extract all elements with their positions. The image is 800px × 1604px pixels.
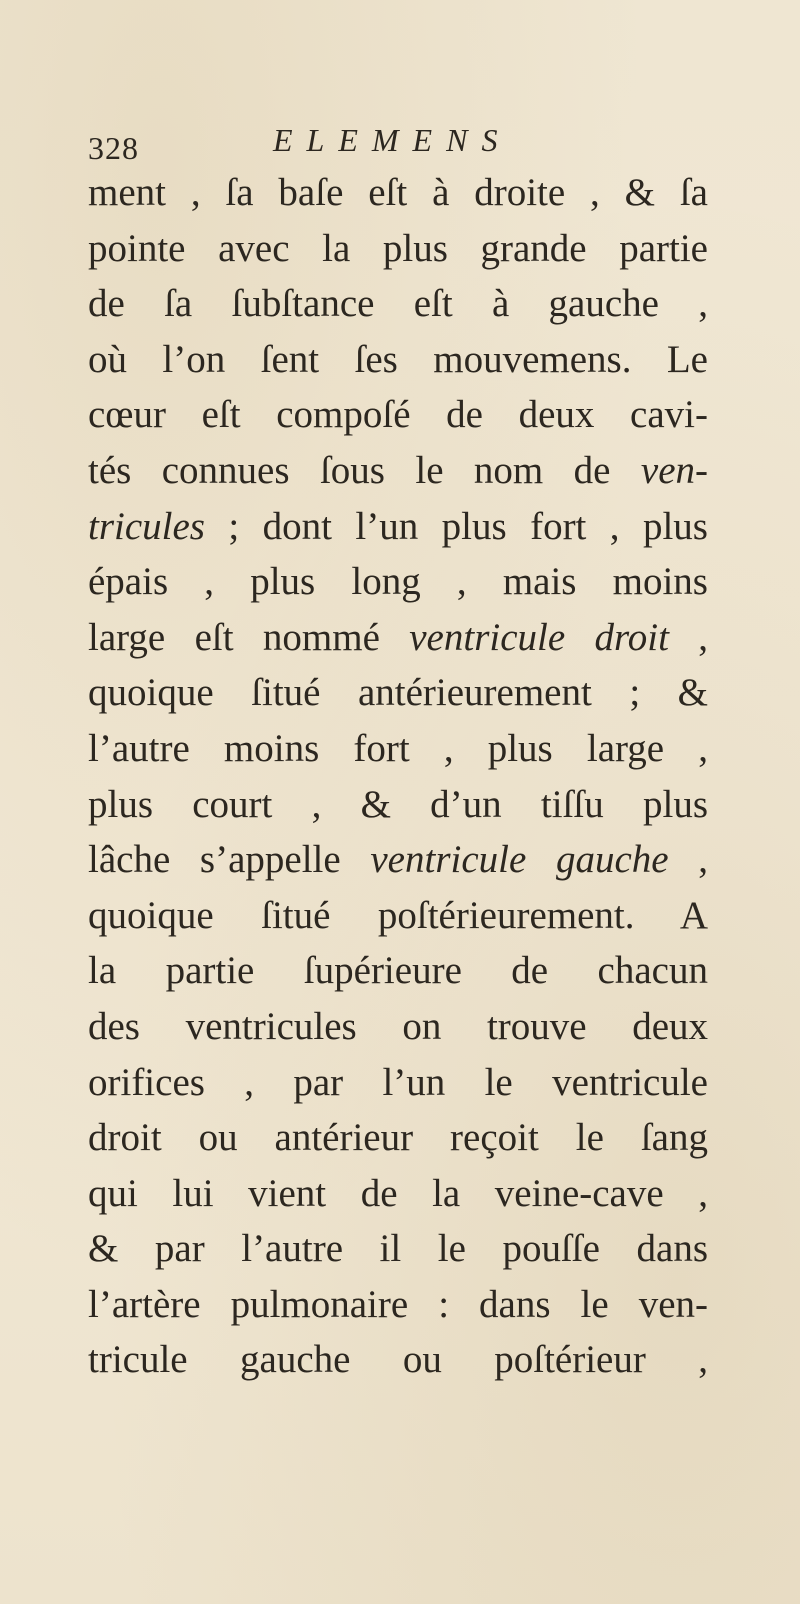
text-line xyxy=(88,610,708,666)
text-line xyxy=(88,1277,708,1333)
italic-term: ventricule droit xyxy=(409,615,669,659)
italic-term: ventricule gauche xyxy=(370,838,669,882)
text-line xyxy=(88,1332,708,1388)
text-run: la partie ſupérieure de chacun xyxy=(88,949,708,993)
text-run: ment , ſa baſe eſt à droite , & ſa xyxy=(88,171,708,214)
body-text xyxy=(88,165,708,1388)
text-line xyxy=(88,1110,708,1166)
text-line xyxy=(88,1055,708,1111)
text-run: ; dont l’un plus fort , plus xyxy=(204,504,708,548)
text-run: tés connues ſous le nom de xyxy=(88,448,641,492)
text-line xyxy=(88,276,708,332)
text-line xyxy=(88,943,708,999)
text-line xyxy=(88,387,708,443)
text-line xyxy=(88,721,708,777)
text-run: large eſt nommé xyxy=(88,615,410,659)
page-number: 328 xyxy=(88,130,139,166)
text-run: l’artère pulmonaire : dans le ven- xyxy=(88,1282,708,1326)
text-run: où l’on ſent ſes mouvemens. Le xyxy=(88,337,708,381)
running-title: ELEMENS xyxy=(273,122,512,158)
text-line xyxy=(88,499,708,555)
text-run: , xyxy=(668,615,708,659)
text-run: quoique ſitué poſtérieurement. A xyxy=(88,893,708,937)
text-run: quoique ſitué antérieurement ; & xyxy=(88,671,708,715)
text-line xyxy=(88,332,708,388)
text-run: & par l’autre il le pouſſe dans xyxy=(88,1227,708,1271)
text-line xyxy=(88,221,708,277)
text-run: droit ou antérieur reçoit le ſang xyxy=(88,1116,708,1160)
text-run: cœur eſt compoſé de deux cavi- xyxy=(88,393,708,437)
text-run: des ventricules on trouve deux xyxy=(88,1004,708,1048)
text-line xyxy=(88,999,708,1055)
text-run: pointe avec la plus grande partie xyxy=(88,226,708,270)
text-run: , xyxy=(668,838,709,882)
text-line xyxy=(88,665,708,721)
text-line xyxy=(88,832,708,888)
text-line xyxy=(88,1221,708,1277)
text-run: épais , plus long , mais moins xyxy=(88,560,708,604)
text-run: de ſa ſubſtance eſt à gauche , xyxy=(88,282,708,326)
text-run: tricule gauche ou poſtérieur , xyxy=(88,1338,708,1382)
page-header xyxy=(88,122,728,168)
text-line xyxy=(88,554,708,610)
text-run: orifices , par l’un le ventricule xyxy=(88,1060,708,1104)
italic-term: ven- xyxy=(640,448,708,492)
text-run: plus court , & d’un tiſſu plus xyxy=(88,782,708,826)
text-run: l’autre moins fort , plus large , xyxy=(88,726,708,770)
text-run: lâche s’appelle xyxy=(88,838,371,882)
italic-term: tricules xyxy=(88,504,205,548)
text-line xyxy=(88,165,708,221)
text-line xyxy=(88,777,708,833)
text-line xyxy=(88,888,708,944)
text-line xyxy=(88,443,708,499)
text-run: qui lui vient de la veine-cave , xyxy=(88,1171,708,1215)
text-line xyxy=(88,1166,708,1222)
